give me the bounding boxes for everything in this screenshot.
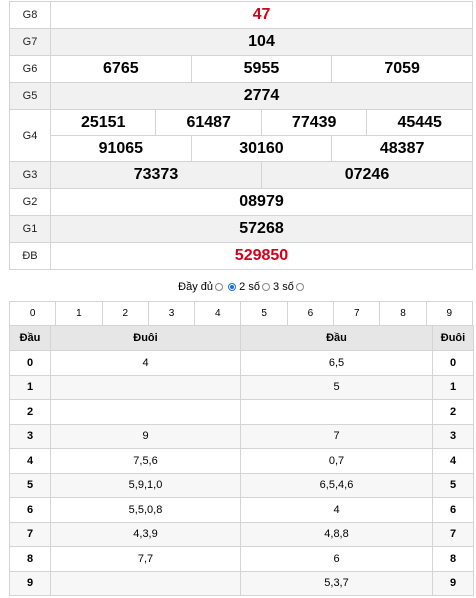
prize-number: 48387 [332,136,473,162]
prize-label: G7 [10,29,51,56]
results-table [9,1,473,270]
loto-row [10,498,474,523]
digit-filter-9[interactable]: 9 [426,302,472,326]
head-digit: 5 [10,473,51,498]
digit-filter-8[interactable]: 8 [380,302,426,326]
loto-row [10,449,474,474]
loto-header-row [10,326,474,351]
head-list: 6,5,4,6 [241,473,433,498]
tail-list: 4 [51,351,241,376]
prize-number: 73373 [51,162,262,189]
prize-number: 30160 [191,136,332,162]
digit-filter-5[interactable]: 5 [241,302,287,326]
prize-number: 5955 [191,56,332,83]
loto-row [10,424,474,449]
prize-number: 47 [51,2,473,29]
head-list: 4 [241,498,433,523]
tail-digit: 1 [433,375,474,400]
prize-label: G1 [10,216,51,243]
digit-filter-2[interactable]: 2 [102,302,148,326]
option-three-label[interactable]: 3 số [273,281,294,293]
tail-digit: 3 [433,424,474,449]
head-digit: 0 [10,351,51,376]
head-list: 4,8,8 [241,522,433,547]
head-digit: 9 [10,571,51,596]
digit-filter-4[interactable]: 4 [195,302,241,326]
head-list: 5,3,7 [241,571,433,596]
radio-full[interactable] [215,283,223,291]
head-digit: 1 [10,375,51,400]
tail-list [51,400,241,425]
option-full-label[interactable]: Đầy đủ [178,281,214,293]
radio-three-digits[interactable] [262,283,270,291]
tail-digit: 2 [433,400,474,425]
prize-number: 6765 [51,56,192,83]
special-prize-number: 529850 [51,243,473,270]
prize-label: G2 [10,189,51,216]
prize-row-g5 [10,83,473,110]
head-digit: 3 [10,424,51,449]
prize-row-g3 [10,162,473,189]
tail-digit: 4 [433,449,474,474]
digit-filter-7[interactable]: 7 [334,302,380,326]
tail-digit: 5 [433,473,474,498]
digit-filter-bar [9,301,473,326]
tail-digit: 7 [433,522,474,547]
loto-row [10,547,474,572]
prize-number: 45445 [367,110,473,136]
loto-row [10,375,474,400]
loto-row [10,473,474,498]
prize-label: G5 [10,83,51,110]
prize-row-g6 [10,56,473,83]
loto-row [10,400,474,425]
prize-number: 25151 [51,110,156,136]
tail-digit: 8 [433,547,474,572]
prize-number: 57268 [51,216,473,243]
prize-number: 7059 [332,56,473,83]
header-dau-right: Đầu [241,326,433,351]
prize-row-g2 [10,189,473,216]
prize-number: 08979 [51,189,473,216]
header-dau: Đầu [10,326,51,351]
tail-digit: 6 [433,498,474,523]
digit-filter-1[interactable]: 1 [56,302,102,326]
prize-row-db [10,243,473,270]
digit-filter-3[interactable]: 3 [148,302,194,326]
header-duoi-right: Đuôi [433,326,474,351]
prize-row-g4-second [10,136,473,162]
prize-number: 07246 [261,162,472,189]
head-list: 7 [241,424,433,449]
tail-list: 7,7 [51,547,241,572]
radio-two-digits[interactable] [228,283,236,291]
prize-row-g8 [10,2,473,29]
digit-filter-0[interactable]: 0 [10,302,56,326]
head-digit: 6 [10,498,51,523]
prize-row-g1 [10,216,473,243]
tail-digit: 9 [433,571,474,596]
tail-list: 5,9,1,0 [51,473,241,498]
head-list: 6 [241,547,433,572]
head-digit: 7 [10,522,51,547]
digit-filter-6[interactable]: 6 [287,302,333,326]
digit-filter-row [10,302,473,326]
tail-list: 5,5,0,8 [51,498,241,523]
radio-extra[interactable] [296,283,304,291]
prize-number: 104 [51,29,473,56]
head-list: 0,7 [241,449,433,474]
display-options [9,275,473,299]
option-two-label[interactable]: 2 số [239,281,260,293]
prize-number: 91065 [51,136,192,162]
prize-label: G3 [10,162,51,189]
head-list [241,400,433,425]
loto-table [9,325,474,596]
prize-label: G6 [10,56,51,83]
header-duoi: Đuôi [51,326,241,351]
loto-row [10,351,474,376]
head-digit: 8 [10,547,51,572]
head-list: 5 [241,375,433,400]
prize-label: G4 [10,110,51,162]
tail-digit: 0 [433,351,474,376]
tail-list [51,571,241,596]
tail-list [51,375,241,400]
head-digit: 2 [10,400,51,425]
loto-body [10,351,474,596]
prize-row-g7 [10,29,473,56]
prize-label: G8 [10,2,51,29]
tail-list: 4,3,9 [51,522,241,547]
tail-list: 9 [51,424,241,449]
head-digit: 4 [10,449,51,474]
prize-number: 2774 [51,83,473,110]
prize-label: ĐB [10,243,51,270]
loto-row [10,522,474,547]
tail-list: 7,5,6 [51,449,241,474]
head-list: 6,5 [241,351,433,376]
loto-row [10,571,474,596]
prize-number: 61487 [156,110,261,136]
prize-number: 77439 [261,110,366,136]
prize-row-g4 [10,110,473,136]
